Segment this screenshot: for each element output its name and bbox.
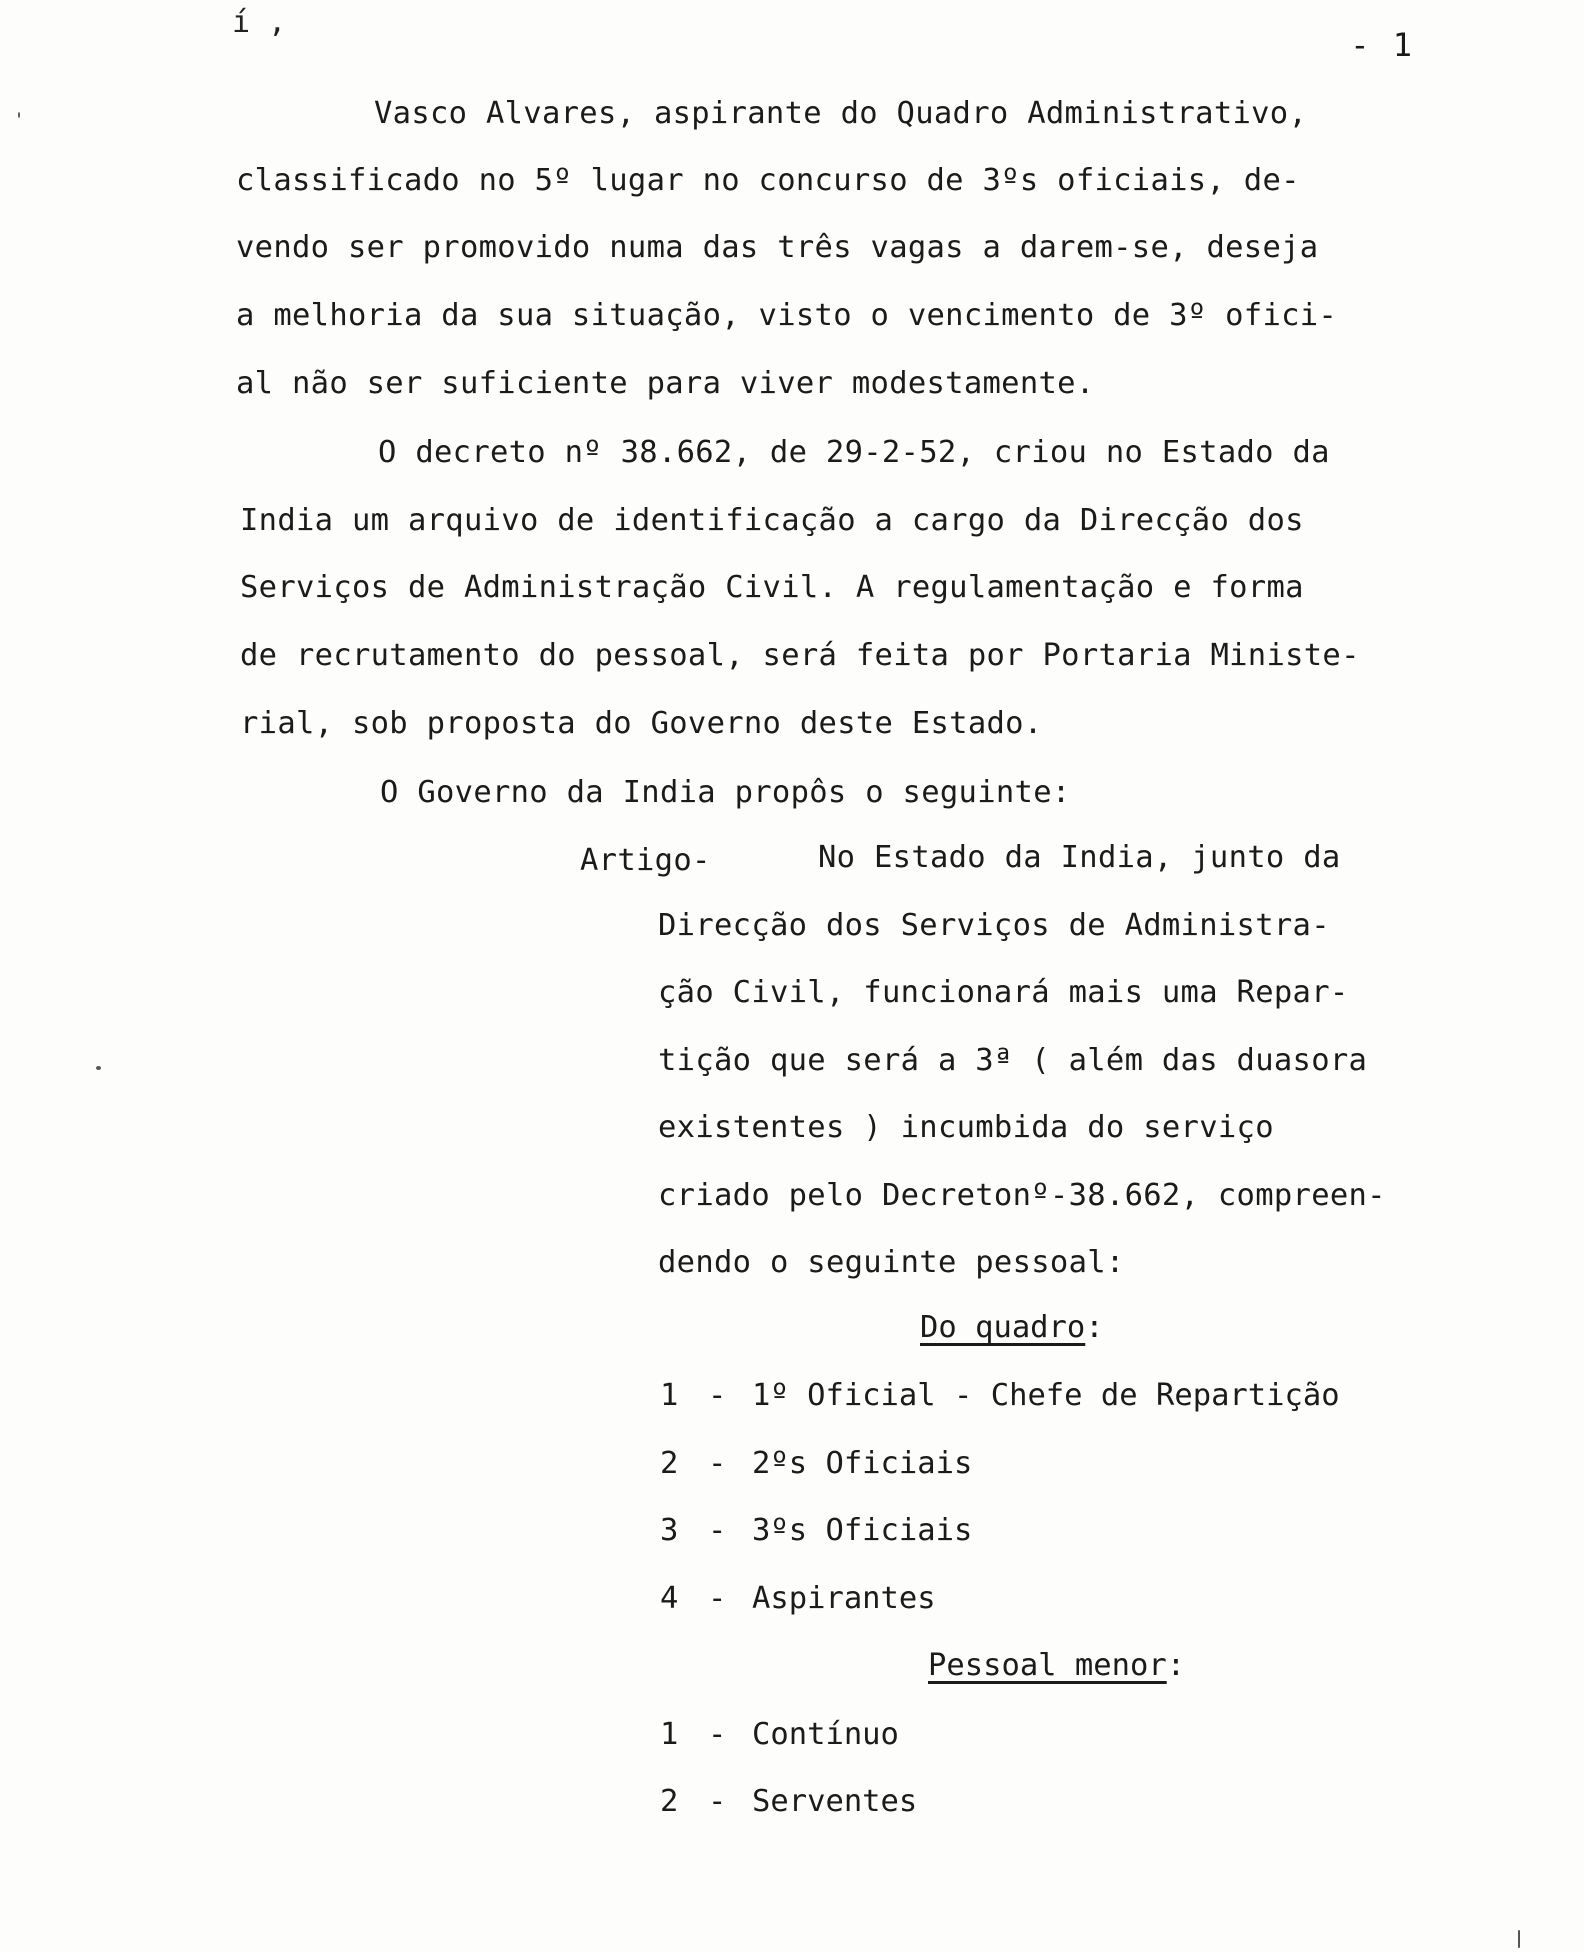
text-line: rial, sob proposta do Governo deste Estado. — [240, 706, 1043, 741]
text-line: classificado no 5º lugar no concurso de 3ºs oficiais, de- — [236, 163, 1300, 198]
text-line: ção Civil, funcionará mais uma Repar- — [658, 975, 1349, 1010]
pessoal-menor-heading — [928, 1648, 1185, 1684]
pessoal-menor-heading-colon: : — [1166, 1648, 1186, 1683]
text-line: de recrutamento do pessoal, será feita por Portaria Ministe- — [240, 638, 1360, 673]
text-line: tição que será a 3ª ( além das duasora — [658, 1043, 1368, 1078]
scan-speck — [96, 1066, 101, 1070]
item-number: 4 — [660, 1581, 679, 1616]
list-item — [660, 1513, 972, 1549]
text-line: a melhoria da sua situação, visto o vencimento de 3º ofici- — [236, 298, 1338, 333]
text-line: No Estado da India, junto da — [818, 840, 1341, 875]
list-item — [660, 1784, 917, 1820]
item-text: Contínuo — [752, 1717, 899, 1752]
scan-speck — [1518, 1930, 1520, 1948]
item-number: 3 — [660, 1513, 679, 1548]
list-item — [660, 1717, 899, 1753]
article-label: Artigo- — [580, 843, 711, 878]
text-line: criado pelo Decretonº-38.662, compreen- — [658, 1178, 1386, 1213]
item-dash: - — [708, 1446, 727, 1481]
list-item — [660, 1446, 972, 1482]
text-line: O decreto nº 38.662, de 29-2-52, criou no Estado da — [378, 435, 1330, 470]
item-text: Serventes — [752, 1784, 918, 1819]
scan-speck — [18, 112, 20, 118]
item-text: 2ºs Oficiais — [752, 1446, 973, 1481]
item-dash: - — [708, 1378, 727, 1413]
item-text: 1º Oficial - Chefe de Repartição — [752, 1378, 1340, 1413]
page-number: - 1 — [1350, 26, 1414, 64]
item-dash: - — [708, 1513, 727, 1548]
text-line: Serviços de Administração Civil. A regulamentação e forma — [240, 570, 1304, 605]
text-line: vendo ser promovido numa das três vagas a darem-se, deseja — [236, 230, 1319, 265]
text-line: India um arquivo de identificação a cargo da Direcção dos — [240, 503, 1304, 538]
item-number: 2 — [660, 1446, 679, 1481]
item-number: 2 — [660, 1784, 679, 1819]
text-line: existentes ) incumbida do serviço — [658, 1110, 1274, 1145]
item-text: 3ºs Oficiais — [752, 1513, 973, 1548]
text-line: dendo o seguinte pessoal: — [658, 1245, 1125, 1280]
list-item — [660, 1581, 936, 1617]
paragraph-3: O Governo da India propôs o seguinte: — [380, 775, 1071, 810]
item-number: 1 — [660, 1717, 679, 1752]
pessoal-menor-heading-text: Pessoal menor — [928, 1648, 1167, 1683]
quadro-heading-colon: : — [1085, 1310, 1104, 1345]
item-text: Aspirantes — [752, 1581, 936, 1616]
list-item — [660, 1378, 1340, 1414]
item-dash: - — [708, 1784, 727, 1819]
text-line: al não ser suficiente para viver modestamente. — [236, 366, 1095, 401]
quadro-heading-text: Do quadro — [920, 1310, 1086, 1345]
item-dash: - — [708, 1717, 727, 1752]
item-number: 1 — [660, 1378, 679, 1413]
text-line: Direcção dos Serviços de Administra- — [658, 908, 1330, 943]
quadro-heading — [920, 1310, 1104, 1346]
item-dash: - — [708, 1581, 727, 1616]
corner-mark: í , — [232, 5, 287, 40]
text-line: Vasco Alvares, aspirante do Quadro Administrativo, — [374, 96, 1308, 131]
